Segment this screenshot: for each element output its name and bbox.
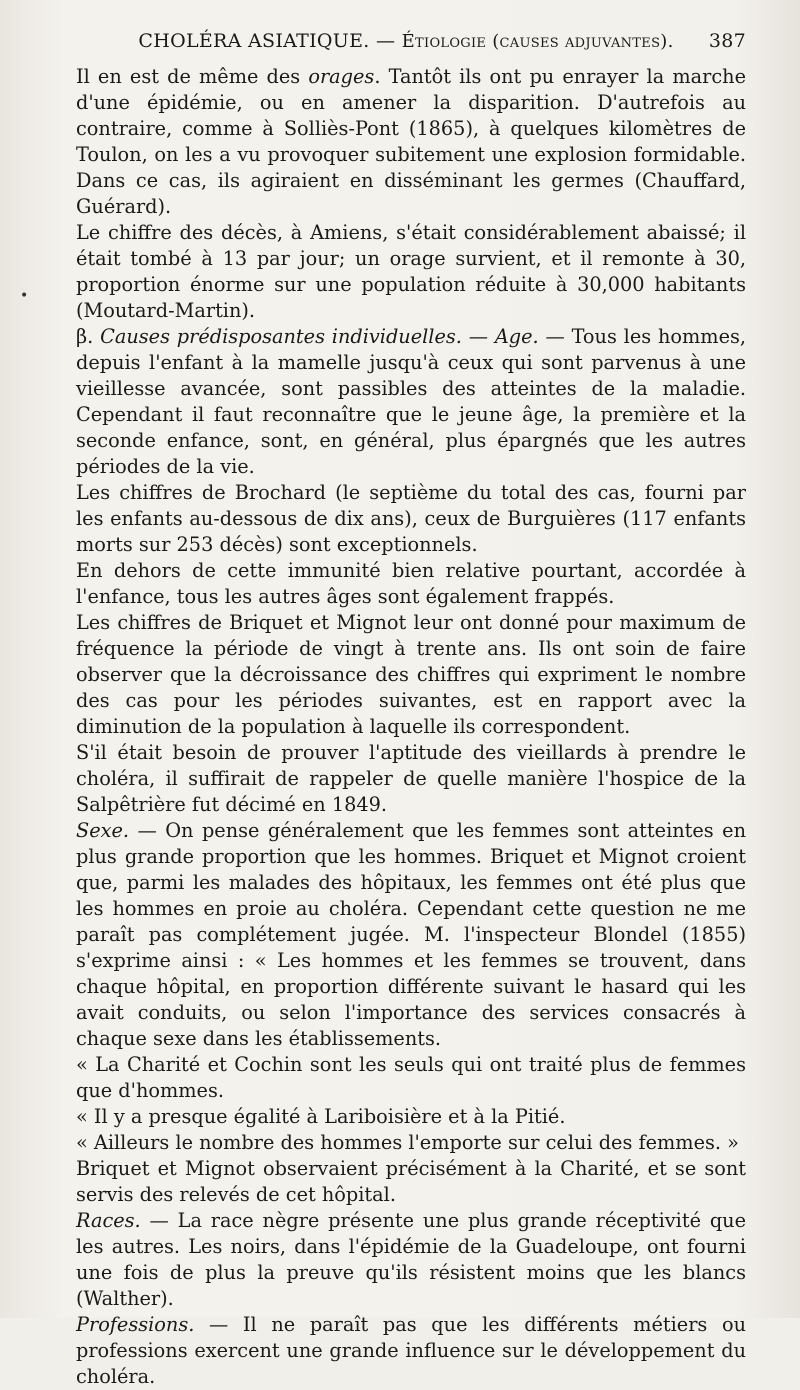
body-text [76, 64, 746, 1390]
paragraph-races: Races. — La race nègre présente une plus grande réceptivité que les autres. Les noirs, dans l'épidémie de la Guadeloupe, ont fourni une fois de plus la preuve qu'ils résistent moins que les blancs (Walther). [76, 1209, 746, 1310]
paragraph-releves: Briquet et Mignot observaient précisément à la Charité, et se sont servis des relevés de cet hôpital. [76, 1157, 746, 1206]
header-title-sub: Étiologie (causes adjuvantes). [401, 31, 674, 52]
margin-mark: • [20, 288, 29, 304]
paragraph-quote-ailleurs: « Ailleurs le nombre des hommes l'emporte sur celui des femmes. » [76, 1131, 739, 1154]
paragraph-sexe: Sexe. — On pense généralement que les femmes sont atteintes en plus grande proportion que les hommes. Briquet et Mignot croient que, parmi les malades des hôpitaux, les femmes ont été plus que les hommes en proie au choléra. Cependant cette question ne me paraît pas complétement jugée. M. l'inspecteur Blondel (1855) s'exprime ainsi : « Les hommes et les femmes se trouvent, dans chaque hôpital, en proportion différente suivant le hasard qui les avait conduits, ou selon l'importance des services consacrés à chaque sexe dans les établissements. [76, 819, 746, 1050]
header-title-dash: — [369, 30, 402, 52]
paragraph-quote-charite: « La Charité et Cochin sont les seuls qui ont traité plus de femmes que d'hommes. [76, 1053, 746, 1102]
running-header [76, 30, 746, 64]
paragraph-vieillards: S'il était besoin de prouver l'aptitude des vieillards à prendre le choléra, il suffirait de rappeler de quelle manière l'hospice de la Salpêtrière fut décimé en 1849. [76, 741, 746, 816]
paragraph-professions: Professions. — Il ne paraît pas que les différents métiers ou professions exercent une grande influence sur le développement du choléra. [76, 1313, 746, 1388]
paragraph-orages: Il en est de même des orages. Tantôt ils ont pu enrayer la marche d'une épidémie, ou en amener la disparition. D'autrefois au contraire, comme à Solliès-Pont (1865), à quelques kilomètres de Toulon, on les a vu provoquer subitement une explosion formidable. Dans ce cas, ils agiraient en disséminant les germes (Chauffard, Guérard). [76, 65, 746, 218]
paragraph-age: β. Causes prédisposantes individuelles. — Age. — Tous les hommes, depuis l'enfant à la mamelle jusqu'à ceux qui sont parvenus à une vieillesse avancée, sont passibles des atteintes de la maladie. Cependant il faut reconnaître que le jeune âge, la première et la seconde enfance, sont, en général, plus épargnés que les autres périodes de la vie. [76, 325, 746, 478]
paragraph-brochard: Les chiffres de Brochard (le septième du total des cas, fourni par les enfants au-dessous de dix ans), ceux de Burguières (117 enfants morts sur 253 décès) sont exceptionnels. [76, 481, 746, 556]
paragraph-briquet-mignot: Les chiffres de Briquet et Mignot leur ont donné pour maximum de fréquence la période de vingt à trente ans. Ils ont soin de faire observer que la décroissance des chiffres qui expriment le nombre des cas pour les périodes suivantes, est en rapport avec la diminution de la population à laquelle ils correspondent. [76, 611, 746, 738]
paragraph-amiens: Le chiffre des décès, à Amiens, s'était considérablement abaissé; il était tombé à 13 par jour; un orage survient, et il remonte à 30, proportion énorme sur une population réduite à 30,000 habitants (Moutard-Martin). [76, 221, 746, 322]
paragraph-immunite: En dehors de cette immunité bien relative pourtant, accordée à l'enfance, tous les autres âges sont également frappés. [76, 559, 746, 608]
paragraph-quote-lariboisiere: « Il y a presque égalité à Lariboisière et à la Pitié. [76, 1105, 566, 1128]
header-title-main: CHOLÉRA ASIATIQUE. [138, 30, 370, 52]
page-number: 387 [708, 30, 746, 52]
header-title [76, 30, 696, 52]
